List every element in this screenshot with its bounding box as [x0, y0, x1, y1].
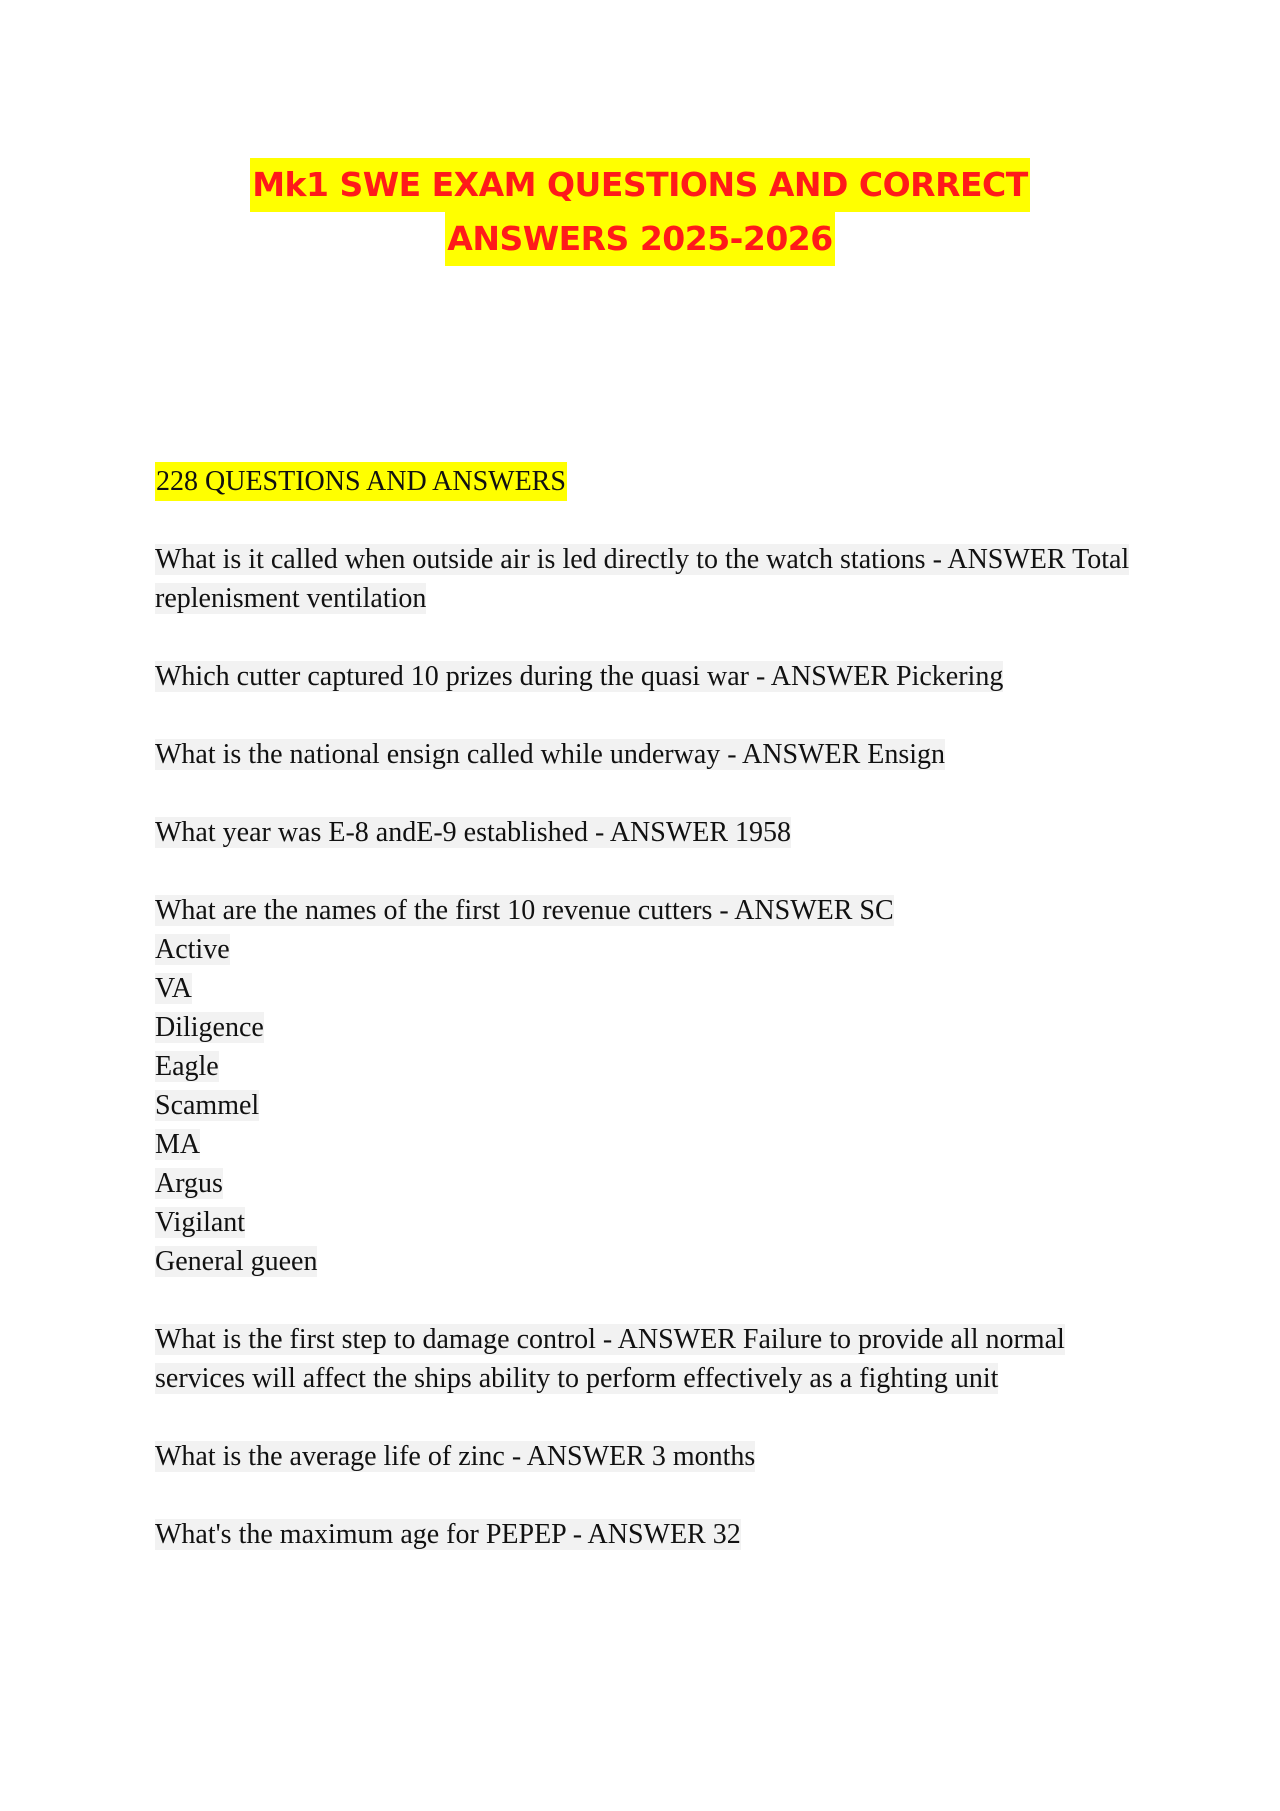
answer-list-item: General gueen — [155, 1246, 318, 1277]
qa-item — [155, 813, 1135, 852]
qa-text: What are the names of the first 10 revenue cutters - ANSWER SC — [155, 895, 894, 926]
qa-item — [155, 1515, 1135, 1554]
qa-item — [155, 657, 1135, 696]
qa-answer-list — [155, 930, 1135, 1281]
answer-list-item: Vigilant — [155, 1207, 246, 1238]
answer-list-item: Argus — [155, 1168, 223, 1199]
qa-item — [155, 891, 1135, 1281]
qa-text: What's the maximum age for PEPEP - ANSWER 32 — [155, 1519, 741, 1550]
qa-item — [155, 1320, 1135, 1398]
answer-list-item: Active — [155, 934, 230, 965]
title-line-2: ANSWERS 2025-2026 — [445, 212, 834, 266]
answer-list-item: Diligence — [155, 1012, 264, 1043]
qa-item — [155, 540, 1135, 618]
answer-list-item: VA — [155, 973, 192, 1004]
qa-text: Which cutter captured 10 prizes during the quasi war - ANSWER Pickering — [155, 661, 1004, 692]
question-count-label: 228 QUESTIONS AND ANSWERS — [155, 462, 567, 501]
qa-text: What is the first step to damage control - ANSWER Failure to provide all normal services will affect the ships ability to perform effectively as a fighting unit — [155, 1324, 1065, 1394]
document-body — [155, 462, 1135, 1554]
qa-text: What year was E-8 andE-9 established - ANSWER 1958 — [155, 817, 792, 848]
answer-list-item: Eagle — [155, 1051, 219, 1082]
qa-item — [155, 1437, 1135, 1476]
qa-item — [155, 735, 1135, 774]
title-line-1: Mk1 SWE EXAM QUESTIONS AND CORRECT — [250, 158, 1030, 212]
qa-text: What is the average life of zinc - ANSWER 3 months — [155, 1441, 756, 1472]
answer-list-item: MA — [155, 1129, 201, 1160]
qa-text: What is it called when outside air is led directly to the watch stations - ANSWER Total replenisment ventilation — [155, 544, 1130, 614]
document-title — [0, 158, 1280, 266]
qa-text: What is the national ensign called while underway - ANSWER Ensign — [155, 739, 946, 770]
answer-list-item: Scammel — [155, 1090, 260, 1121]
